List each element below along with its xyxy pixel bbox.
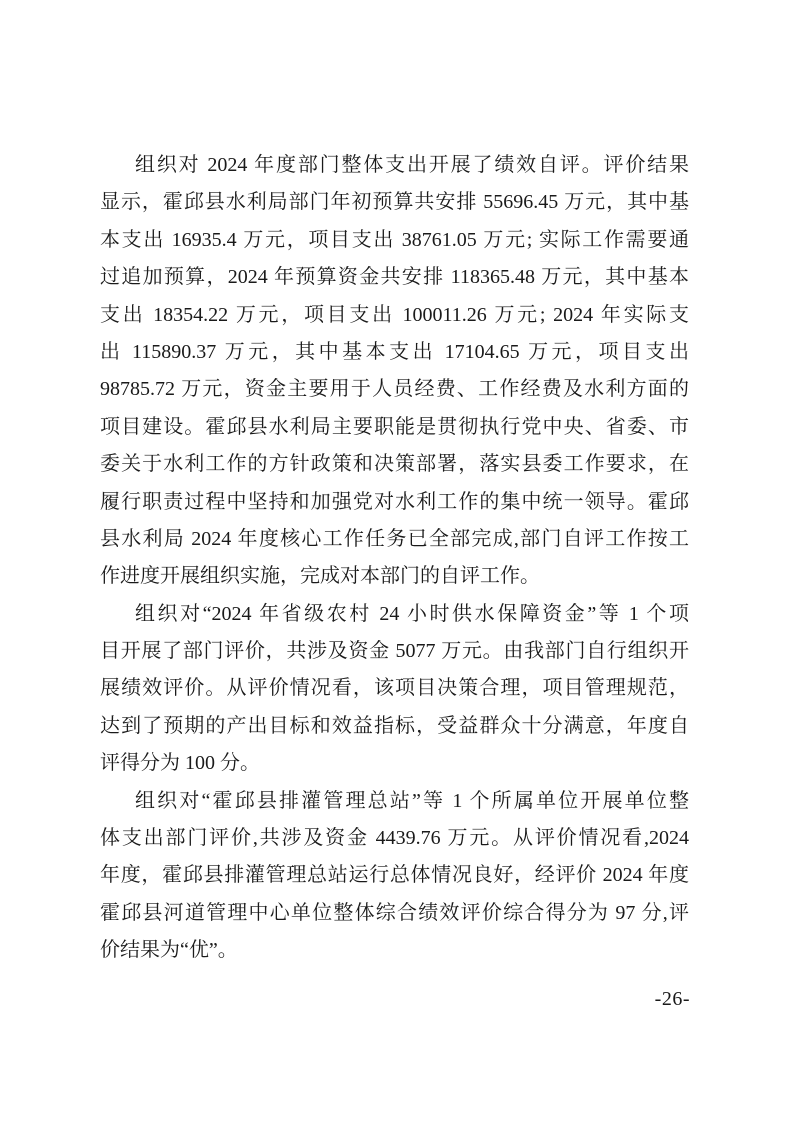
text-line: 支出 18354.22 万元，项目支出 100011.26 万元; 2024 年实际支 <box>100 303 689 326</box>
text-line: 评得分为 100 分。 <box>100 752 260 775</box>
paragraph-project-department-evaluation <box>100 596 689 783</box>
text-line: 过追加预算，2024 年预算资金共安排 118365.48 万元，其中基本 <box>100 266 689 289</box>
text-line: 本支出 16935.4 万元，项目支出 38761.05 万元; 实际工作需要通 <box>100 228 689 251</box>
text-line: 目开展了部门评价，共涉及资金 5077 万元。由我部门自行组织开 <box>100 640 689 663</box>
text-line: 履行职责过程中坚持和加强党对水利工作的集中统一领导。霍邱 <box>100 490 689 513</box>
text-line: 达到了预期的产出目标和效益指标，受益群众十分满意，年度自 <box>100 714 689 737</box>
text-line: 作进度开展组织实施，完成对本部门的自评工作。 <box>100 565 540 588</box>
page-number: -26- <box>654 988 690 1010</box>
text-line: 年度，霍邱县排灌管理总站运行总体情况良好，经评价 2024 年度 <box>100 864 689 887</box>
text-line: 展绩效评价。从评价情况看，该项目决策合理，项目管理规范， <box>100 677 689 700</box>
text-line: 县水利局 2024 年度核心工作任务已全部完成,部门自评工作按工 <box>100 527 689 550</box>
text-line: 价结果为“优”。 <box>100 939 238 962</box>
text-line: 体支出部门评价,共涉及资金 4439.76 万元。从评价情况看,2024 <box>100 827 689 850</box>
text-line: 显示，霍邱县水利局部门年初预算共安排 55696.45 万元，其中基 <box>100 191 689 214</box>
text-line: 出 115890.37 万元，其中基本支出 17104.65 万元，项目支出 <box>100 340 689 363</box>
paragraph-department-overall-self-evaluation <box>100 147 689 596</box>
text-line: 组织对“霍邱县排灌管理总站”等 1 个所属单位开展单位整 <box>135 789 689 812</box>
paragraph-subordinate-unit-evaluation <box>100 783 689 970</box>
text-line: 霍邱县河道管理中心单位整体综合绩效评价综合得分为 97 分,评 <box>100 901 689 924</box>
document-body <box>100 147 689 970</box>
text-line: 委关于水利工作的方针政策和决策部署，落实县委工作要求，在 <box>100 453 689 476</box>
text-line: 组织对“2024 年省级农村 24 小时供水保障资金”等 1 个项 <box>135 602 689 625</box>
text-line: 组织对 2024 年度部门整体支出开展了绩效自评。评价结果 <box>135 154 689 176</box>
text-line: 项目建设。霍邱县水利局主要职能是贯彻执行党中央、省委、市 <box>100 415 689 438</box>
text-line: 98785.72 万元，资金主要用于人员经费、工作经费及水利方面的 <box>100 378 689 401</box>
